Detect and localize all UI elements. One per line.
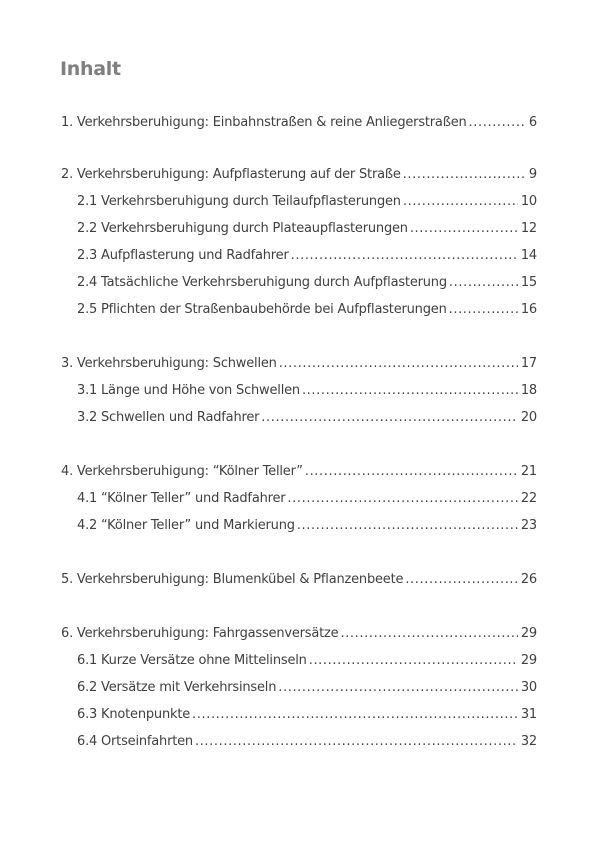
toc-dot-leader <box>340 623 517 645</box>
toc-entry-title: 5. Verkehrsberuhigung: Blumenkübel & Pflanzenbeete <box>61 572 404 587</box>
toc-section-entry[interactable] <box>77 191 537 213</box>
toc-section-entry[interactable] <box>77 299 537 321</box>
toc-entry-title: 3.1 Länge und Höhe von Schwellen <box>77 383 300 398</box>
toc-dot-leader <box>405 569 518 591</box>
toc-entry-title: 2. Verkehrsberuhigung: Aufpflasterung auf der Straße <box>61 167 401 182</box>
toc-entry-title: 4.1 “Kölner Teller” und Radfahrer <box>77 491 286 506</box>
toc-chapter-entry[interactable] <box>61 623 537 645</box>
toc-title: Inhalt <box>60 58 121 80</box>
toc-dot-leader <box>291 245 518 267</box>
toc-dot-leader <box>302 380 518 402</box>
toc-page-number: 23 <box>520 518 537 533</box>
toc-entry-title: 4. Verkehrsberuhigung: “Kölner Teller” <box>61 464 303 479</box>
toc-dot-leader <box>449 299 518 321</box>
toc-page-number: 31 <box>520 707 537 722</box>
toc-chapter-entry[interactable] <box>61 164 537 186</box>
toc-dot-leader <box>297 515 518 537</box>
toc-dot-leader <box>287 488 517 510</box>
toc-entry-title: 1. Verkehrsberuhigung: Einbahnstraßen & reine Anliegerstraßen <box>61 115 467 130</box>
toc-page-number: 20 <box>520 410 537 425</box>
toc-page-number: 10 <box>520 194 537 209</box>
toc-page-number: 16 <box>520 302 537 317</box>
toc-entry-title: 2.4 Tatsächliche Verkehrsberuhigung durch Aufpflasterung <box>77 275 447 290</box>
toc-dot-leader <box>305 461 518 483</box>
toc-section-entry[interactable] <box>77 650 537 672</box>
toc-section-entry[interactable] <box>77 488 537 510</box>
toc-chapter-entry[interactable] <box>61 112 537 134</box>
toc-section-entry[interactable] <box>77 515 537 537</box>
toc-section-entry[interactable] <box>77 380 537 402</box>
toc-page-number: 14 <box>520 248 537 263</box>
toc-dot-leader <box>261 407 518 429</box>
toc-section-entry[interactable] <box>77 407 537 429</box>
toc-chapter-entry[interactable] <box>61 461 537 483</box>
toc-section-entry[interactable] <box>77 677 537 699</box>
toc-entry-title: 6.3 Knotenpunkte <box>77 707 191 722</box>
toc-entry-title: 6. Verkehrsberuhigung: Fahrgassenversätze <box>61 626 339 641</box>
toc-entry-title: 6.4 Ortseinfahrten <box>77 734 193 749</box>
toc-page-number: 12 <box>520 221 537 236</box>
toc-page-number: 22 <box>520 491 537 506</box>
toc-section-entry[interactable] <box>77 704 537 726</box>
toc-dot-leader <box>192 704 518 726</box>
toc-entry-title: 2.5 Pflichten der Straßenbaubehörde bei Aufpflasterungen <box>77 302 447 317</box>
toc-page-number: 26 <box>520 572 537 587</box>
toc-page-number: 30 <box>520 680 537 695</box>
toc-dot-leader <box>195 731 518 753</box>
toc-entry-title: 2.1 Verkehrsberuhigung durch Teilaufpflasterungen <box>77 194 401 209</box>
toc-entry-title: 3.2 Schwellen und Radfahrer <box>77 410 260 425</box>
toc-entry-title: 2.2 Verkehrsberuhigung durch Plateaupflasterungen <box>77 221 408 236</box>
toc-entry-title: 3. Verkehrsberuhigung: Schwellen <box>61 356 277 371</box>
toc-page-number: 9 <box>528 167 537 182</box>
toc-dot-leader <box>309 650 518 672</box>
toc-chapter-entry[interactable] <box>61 353 537 375</box>
toc-page-number: 32 <box>520 734 537 749</box>
toc-section-entry[interactable] <box>77 245 537 267</box>
toc-dot-leader <box>449 272 518 294</box>
toc-entry-title: 6.2 Versätze mit Verkehrsinseln <box>77 680 277 695</box>
toc-page-number: 29 <box>520 653 537 668</box>
toc-dot-leader <box>279 353 518 375</box>
toc-page-number: 15 <box>520 275 537 290</box>
toc-dot-leader <box>403 164 526 186</box>
toc-dot-leader <box>278 677 518 699</box>
toc-page-number: 17 <box>520 356 537 371</box>
toc-dot-leader <box>469 112 526 134</box>
toc-entry-title: 4.2 “Kölner Teller” und Markierung <box>77 518 295 533</box>
toc-chapter-entry[interactable] <box>61 569 537 591</box>
toc-page-number: 21 <box>520 464 537 479</box>
toc-entry-title: 2.3 Aufpflasterung und Radfahrer <box>77 248 289 263</box>
toc-entry-title: 6.1 Kurze Versätze ohne Mittelinseln <box>77 653 307 668</box>
toc-section-entry[interactable] <box>77 272 537 294</box>
toc-section-entry[interactable] <box>77 218 537 240</box>
toc-dot-leader <box>403 191 518 213</box>
toc-page-number: 6 <box>528 115 537 130</box>
toc-section-entry[interactable] <box>77 731 537 753</box>
toc-dot-leader <box>410 218 518 240</box>
toc-page-number: 29 <box>520 626 537 641</box>
toc-page-number: 18 <box>520 383 537 398</box>
